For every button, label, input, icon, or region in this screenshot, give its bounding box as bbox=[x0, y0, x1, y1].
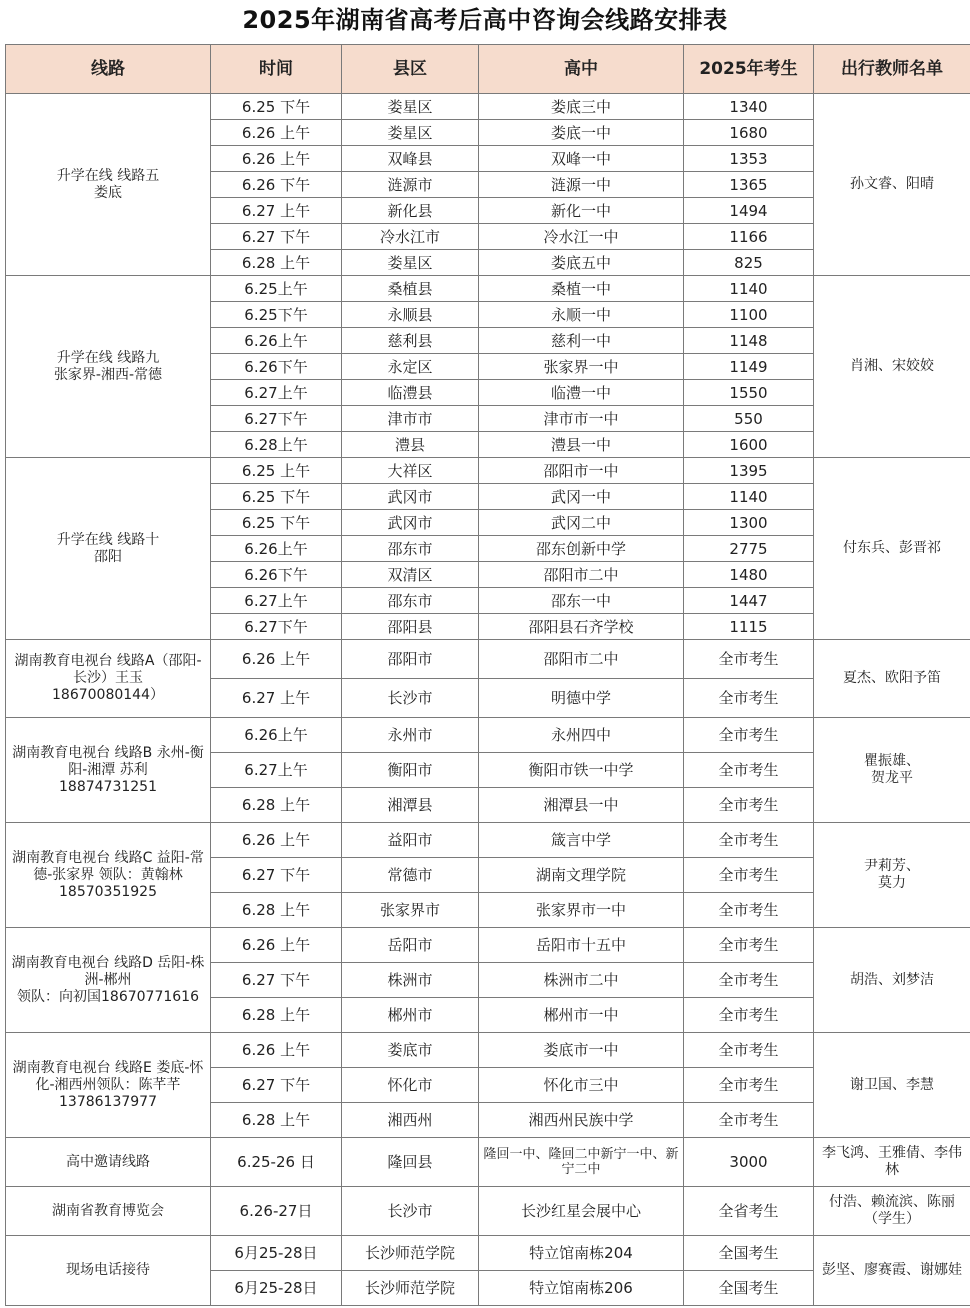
school-cell: 怀化市三中 bbox=[479, 1068, 684, 1103]
students-cell: 1140 bbox=[684, 276, 814, 302]
students-cell: 550 bbox=[684, 406, 814, 432]
teachers-cell: 胡浩、刘梦洁 bbox=[814, 928, 970, 1033]
school-cell: 湘西州民族中学 bbox=[479, 1103, 684, 1138]
county-cell: 张家界市 bbox=[342, 893, 479, 928]
time-cell: 6.25 下午 bbox=[211, 484, 342, 510]
county-cell: 涟源市 bbox=[342, 172, 479, 198]
students-cell: 1680 bbox=[684, 120, 814, 146]
header-row bbox=[6, 45, 970, 94]
school-cell: 湖南文理学院 bbox=[479, 858, 684, 893]
time-cell: 6.25 下午 bbox=[211, 510, 342, 536]
school-cell: 岳阳市十五中 bbox=[479, 928, 684, 963]
route-cell: 湖南教育电视台 线路A（邵阳-长沙）王玉 18670080144） bbox=[6, 640, 211, 718]
county-cell: 长沙师范学院 bbox=[342, 1236, 479, 1271]
school-cell: 隆回一中、隆回二中新宁一中、新宁二中 bbox=[479, 1138, 684, 1187]
county-cell: 双峰县 bbox=[342, 146, 479, 172]
students-cell: 2775 bbox=[684, 536, 814, 562]
time-cell: 6.26上午 bbox=[211, 718, 342, 753]
route-cell: 湖南教育电视台 线路C 益阳-常德-张家界 领队：黄翰林 18570351925 bbox=[6, 823, 211, 928]
school-cell: 衡阳市铁一中学 bbox=[479, 753, 684, 788]
time-cell: 6.27 上午 bbox=[211, 679, 342, 718]
county-cell: 株洲市 bbox=[342, 963, 479, 998]
county-cell: 冷水江市 bbox=[342, 224, 479, 250]
students-cell: 全市考生 bbox=[684, 640, 814, 679]
county-cell: 澧县 bbox=[342, 432, 479, 458]
county-cell: 武冈市 bbox=[342, 484, 479, 510]
county-cell: 大祥区 bbox=[342, 458, 479, 484]
school-cell: 临澧一中 bbox=[479, 380, 684, 406]
route-cell: 湖南教育电视台 线路D 岳阳-株洲-郴州 领队：向初国18670771616 bbox=[6, 928, 211, 1033]
school-cell: 邵阳县石齐学校 bbox=[479, 614, 684, 640]
county-cell: 邵东市 bbox=[342, 588, 479, 614]
time-cell: 6.28 上午 bbox=[211, 1103, 342, 1138]
time-cell: 6.27 下午 bbox=[211, 224, 342, 250]
students-cell: 全市考生 bbox=[684, 928, 814, 963]
county-cell: 湘西州 bbox=[342, 1103, 479, 1138]
students-cell: 全市考生 bbox=[684, 893, 814, 928]
time-cell: 6.28 上午 bbox=[211, 998, 342, 1033]
table-body bbox=[6, 94, 970, 1306]
students-cell: 全国考生 bbox=[684, 1236, 814, 1271]
col-header-school: 高中 bbox=[479, 45, 684, 94]
teachers-cell: 尹莉芳、 莫力 bbox=[814, 823, 970, 928]
time-cell: 6.25下午 bbox=[211, 302, 342, 328]
students-cell: 1447 bbox=[684, 588, 814, 614]
students-cell: 全市考生 bbox=[684, 858, 814, 893]
table-row bbox=[6, 928, 970, 963]
county-cell: 长沙市 bbox=[342, 1187, 479, 1236]
time-cell: 6.28 上午 bbox=[211, 250, 342, 276]
time-cell: 6.26 上午 bbox=[211, 120, 342, 146]
time-cell: 6.27下午 bbox=[211, 406, 342, 432]
school-cell: 株洲市二中 bbox=[479, 963, 684, 998]
county-cell: 常德市 bbox=[342, 858, 479, 893]
county-cell: 怀化市 bbox=[342, 1068, 479, 1103]
county-cell: 永顺县 bbox=[342, 302, 479, 328]
students-cell: 全市考生 bbox=[684, 1068, 814, 1103]
time-cell: 6.25 上午 bbox=[211, 458, 342, 484]
students-cell: 3000 bbox=[684, 1138, 814, 1187]
school-cell: 武冈一中 bbox=[479, 484, 684, 510]
route-cell: 升学在线 线路九 张家界-湘西-常德 bbox=[6, 276, 211, 458]
school-cell: 长沙红星会展中心 bbox=[479, 1187, 684, 1236]
students-cell: 全市考生 bbox=[684, 679, 814, 718]
county-cell: 益阳市 bbox=[342, 823, 479, 858]
time-cell: 6.26上午 bbox=[211, 536, 342, 562]
time-cell: 6.25上午 bbox=[211, 276, 342, 302]
page-title: 2025年湖南省高考后高中咨询会线路安排表 bbox=[242, 6, 728, 34]
county-cell: 桑植县 bbox=[342, 276, 479, 302]
teachers-cell: 瞿振雄、 贺龙平 bbox=[814, 718, 970, 823]
students-cell: 全市考生 bbox=[684, 788, 814, 823]
time-cell: 6.28 上午 bbox=[211, 893, 342, 928]
table-row bbox=[6, 94, 970, 120]
school-cell: 娄底三中 bbox=[479, 94, 684, 120]
school-cell: 张家界一中 bbox=[479, 354, 684, 380]
county-cell: 双清区 bbox=[342, 562, 479, 588]
students-cell: 1480 bbox=[684, 562, 814, 588]
school-cell: 冷水江一中 bbox=[479, 224, 684, 250]
school-cell: 邵东一中 bbox=[479, 588, 684, 614]
route-schedule-table bbox=[5, 44, 970, 1306]
time-cell: 6.25-26 日 bbox=[211, 1138, 342, 1187]
time-cell: 6.26下午 bbox=[211, 354, 342, 380]
students-cell: 1340 bbox=[684, 94, 814, 120]
teachers-cell: 肖湘、宋姣姣 bbox=[814, 276, 970, 458]
time-cell: 6.27 上午 bbox=[211, 198, 342, 224]
route-cell: 湖南省教育博览会 bbox=[6, 1187, 211, 1236]
county-cell: 娄星区 bbox=[342, 94, 479, 120]
school-cell: 明德中学 bbox=[479, 679, 684, 718]
time-cell: 6.26上午 bbox=[211, 328, 342, 354]
route-cell: 现场电话接待 bbox=[6, 1236, 211, 1306]
students-cell: 全市考生 bbox=[684, 963, 814, 998]
school-cell: 新化一中 bbox=[479, 198, 684, 224]
time-cell: 6.27上午 bbox=[211, 380, 342, 406]
county-cell: 慈利县 bbox=[342, 328, 479, 354]
students-cell: 1115 bbox=[684, 614, 814, 640]
teachers-cell: 谢卫国、李慧 bbox=[814, 1033, 970, 1138]
county-cell: 永定区 bbox=[342, 354, 479, 380]
county-cell: 邵阳市 bbox=[342, 640, 479, 679]
school-cell: 邵阳市二中 bbox=[479, 562, 684, 588]
school-cell: 娄底市一中 bbox=[479, 1033, 684, 1068]
county-cell: 隆回县 bbox=[342, 1138, 479, 1187]
students-cell: 1395 bbox=[684, 458, 814, 484]
time-cell: 6.26 上午 bbox=[211, 1033, 342, 1068]
students-cell: 全市考生 bbox=[684, 823, 814, 858]
school-cell: 邵东创新中学 bbox=[479, 536, 684, 562]
teachers-cell: 付浩、赖流滨、陈丽（学生） bbox=[814, 1187, 970, 1236]
county-cell: 津市市 bbox=[342, 406, 479, 432]
time-cell: 6.28上午 bbox=[211, 432, 342, 458]
students-cell: 全市考生 bbox=[684, 753, 814, 788]
school-cell: 特立馆南栋206 bbox=[479, 1271, 684, 1306]
table-row bbox=[6, 458, 970, 484]
students-cell: 1600 bbox=[684, 432, 814, 458]
school-cell: 箴言中学 bbox=[479, 823, 684, 858]
county-cell: 娄星区 bbox=[342, 250, 479, 276]
school-cell: 邵阳市二中 bbox=[479, 640, 684, 679]
county-cell: 长沙市 bbox=[342, 679, 479, 718]
time-cell: 6.26 上午 bbox=[211, 146, 342, 172]
school-cell: 特立馆南栋204 bbox=[479, 1236, 684, 1271]
col-header-county: 县区 bbox=[342, 45, 479, 94]
school-cell: 津市市一中 bbox=[479, 406, 684, 432]
school-cell: 桑植一中 bbox=[479, 276, 684, 302]
students-cell: 全市考生 bbox=[684, 1103, 814, 1138]
county-cell: 娄底市 bbox=[342, 1033, 479, 1068]
teachers-cell: 孙文睿、阳晴 bbox=[814, 94, 970, 276]
table-row bbox=[6, 1187, 970, 1236]
county-cell: 武冈市 bbox=[342, 510, 479, 536]
students-cell: 1300 bbox=[684, 510, 814, 536]
table-row bbox=[6, 276, 970, 302]
county-cell: 邵东市 bbox=[342, 536, 479, 562]
teachers-cell: 夏杰、欧阳予笛 bbox=[814, 640, 970, 718]
school-cell: 永顺一中 bbox=[479, 302, 684, 328]
school-cell: 涟源一中 bbox=[479, 172, 684, 198]
county-cell: 郴州市 bbox=[342, 998, 479, 1033]
county-cell: 湘潭县 bbox=[342, 788, 479, 823]
table-row bbox=[6, 823, 970, 858]
school-cell: 郴州市一中 bbox=[479, 998, 684, 1033]
teachers-cell: 李飞鸿、王雅倩、李伟林 bbox=[814, 1138, 970, 1187]
county-cell: 永州市 bbox=[342, 718, 479, 753]
table-row bbox=[6, 640, 970, 679]
students-cell: 全市考生 bbox=[684, 1033, 814, 1068]
students-cell: 全国考生 bbox=[684, 1271, 814, 1306]
route-cell: 升学在线 线路五 娄底 bbox=[6, 94, 211, 276]
school-cell: 张家界市一中 bbox=[479, 893, 684, 928]
school-cell: 娄底一中 bbox=[479, 120, 684, 146]
route-cell: 升学在线 线路十 邵阳 bbox=[6, 458, 211, 640]
time-cell: 6.26 上午 bbox=[211, 823, 342, 858]
students-cell: 1365 bbox=[684, 172, 814, 198]
route-cell: 湖南教育电视台 线路B 永州-衡阳-湘潭 苏利 18874731251 bbox=[6, 718, 211, 823]
school-cell: 邵阳市一中 bbox=[479, 458, 684, 484]
time-cell: 6.27上午 bbox=[211, 588, 342, 614]
students-cell: 1148 bbox=[684, 328, 814, 354]
students-cell: 1494 bbox=[684, 198, 814, 224]
time-cell: 6.27 下午 bbox=[211, 963, 342, 998]
students-cell: 全市考生 bbox=[684, 718, 814, 753]
students-cell: 825 bbox=[684, 250, 814, 276]
county-cell: 娄星区 bbox=[342, 120, 479, 146]
time-cell: 6.26-27日 bbox=[211, 1187, 342, 1236]
students-cell: 1166 bbox=[684, 224, 814, 250]
county-cell: 岳阳市 bbox=[342, 928, 479, 963]
students-cell: 1353 bbox=[684, 146, 814, 172]
time-cell: 6.27上午 bbox=[211, 753, 342, 788]
time-cell: 6.26 上午 bbox=[211, 640, 342, 679]
school-cell: 湘潭县一中 bbox=[479, 788, 684, 823]
table-row bbox=[6, 1138, 970, 1187]
school-cell: 澧县一中 bbox=[479, 432, 684, 458]
county-cell: 衡阳市 bbox=[342, 753, 479, 788]
county-cell: 临澧县 bbox=[342, 380, 479, 406]
students-cell: 1140 bbox=[684, 484, 814, 510]
county-cell: 邵阳县 bbox=[342, 614, 479, 640]
time-cell: 6.27 下午 bbox=[211, 858, 342, 893]
col-header-teachers: 出行教师名单 bbox=[814, 45, 970, 94]
col-header-time: 时间 bbox=[211, 45, 342, 94]
school-cell: 娄底五中 bbox=[479, 250, 684, 276]
students-cell: 1100 bbox=[684, 302, 814, 328]
route-cell: 湖南教育电视台 线路E 娄底-怀化-湘西州领队：陈芊芊 13786137977 bbox=[6, 1033, 211, 1138]
county-cell: 长沙师范学院 bbox=[342, 1271, 479, 1306]
time-cell: 6月25-28日 bbox=[211, 1236, 342, 1271]
table-row bbox=[6, 718, 970, 753]
time-cell: 6.27下午 bbox=[211, 614, 342, 640]
school-cell: 慈利一中 bbox=[479, 328, 684, 354]
time-cell: 6.26下午 bbox=[211, 562, 342, 588]
students-cell: 1149 bbox=[684, 354, 814, 380]
school-cell: 双峰一中 bbox=[479, 146, 684, 172]
school-cell: 武冈二中 bbox=[479, 510, 684, 536]
school-cell: 永州四中 bbox=[479, 718, 684, 753]
route-cell: 高中邀请线路 bbox=[6, 1138, 211, 1187]
time-cell: 6.28 上午 bbox=[211, 788, 342, 823]
time-cell: 6.26 上午 bbox=[211, 928, 342, 963]
students-cell: 全市考生 bbox=[684, 998, 814, 1033]
time-cell: 6月25-28日 bbox=[211, 1271, 342, 1306]
time-cell: 6.26 下午 bbox=[211, 172, 342, 198]
students-cell: 全省考生 bbox=[684, 1187, 814, 1236]
teachers-cell: 付东兵、彭晋祁 bbox=[814, 458, 970, 640]
time-cell: 6.25 下午 bbox=[211, 94, 342, 120]
table-row bbox=[6, 1236, 970, 1271]
col-header-route: 线路 bbox=[6, 45, 211, 94]
teachers-cell: 彭坚、廖赛霞、谢娜娃 bbox=[814, 1236, 970, 1306]
county-cell: 新化县 bbox=[342, 198, 479, 224]
col-header-students: 2025年考生 bbox=[684, 45, 814, 94]
time-cell: 6.27 下午 bbox=[211, 1068, 342, 1103]
table-row bbox=[6, 1033, 970, 1068]
students-cell: 1550 bbox=[684, 380, 814, 406]
